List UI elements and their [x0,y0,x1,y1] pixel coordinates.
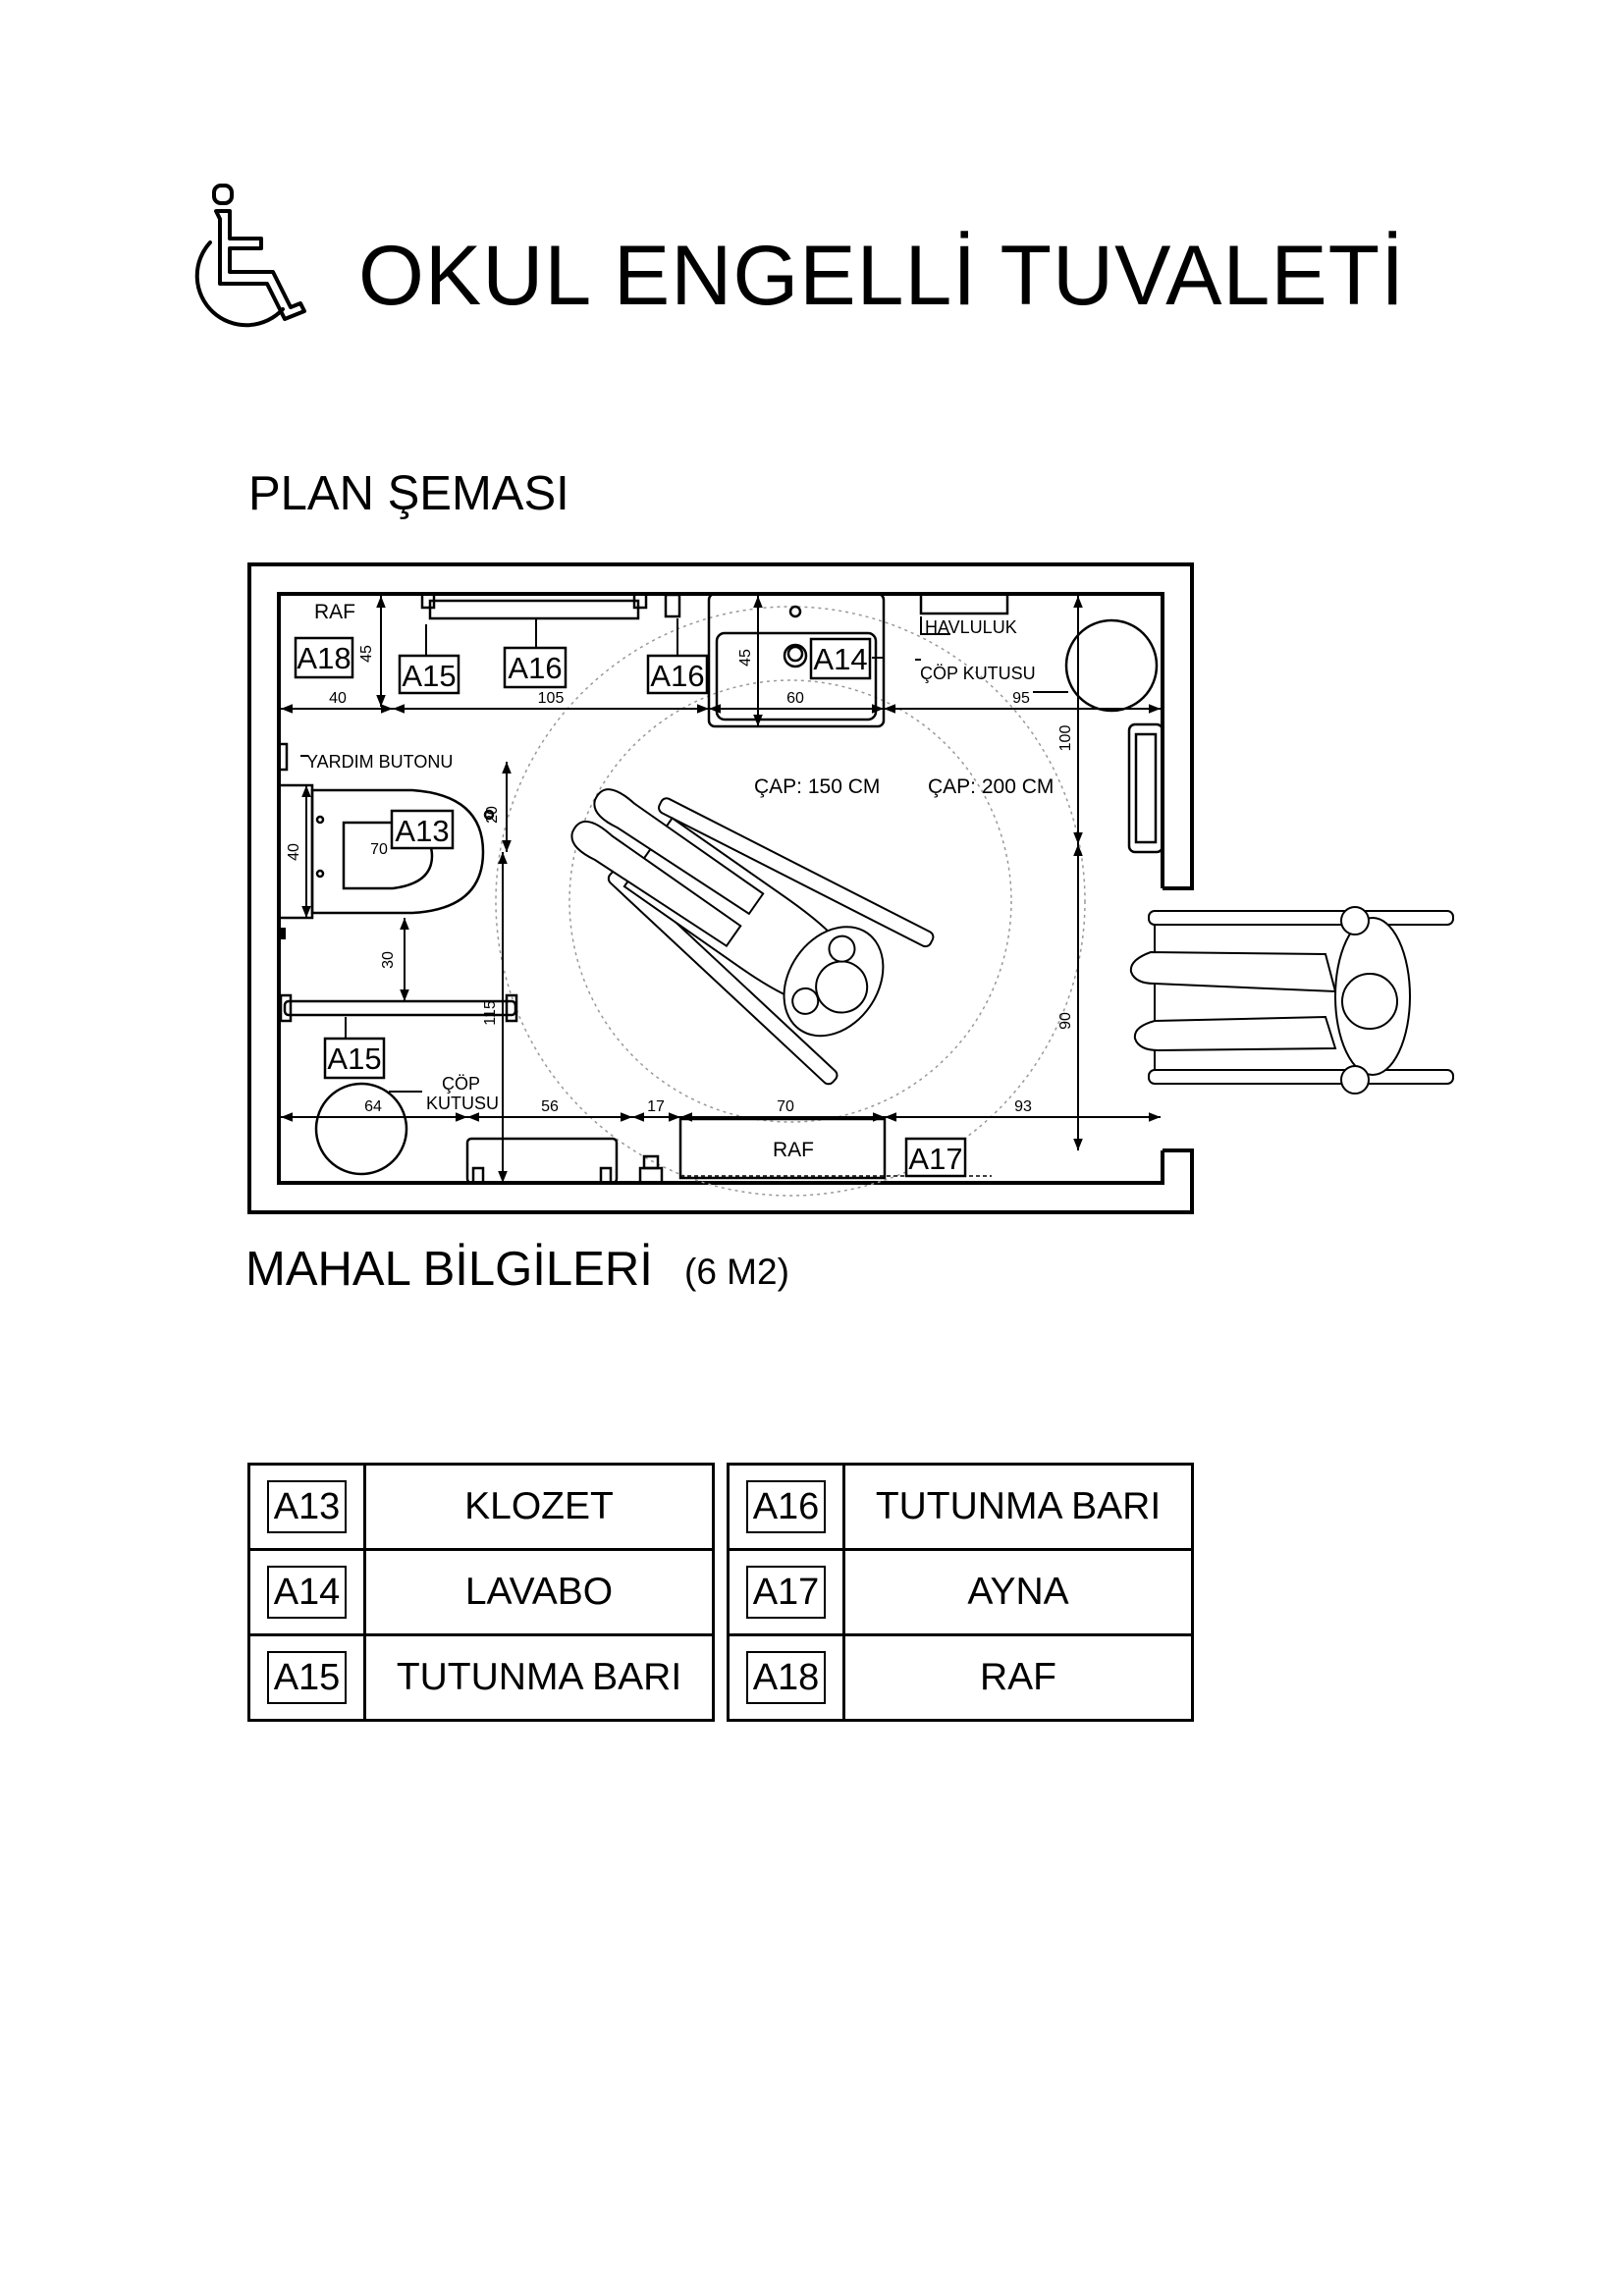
legend-name: TUTUNMA BARI [365,1635,714,1721]
dimension-label: 40 [329,690,347,707]
tag-a16-left: A16 [508,651,563,685]
tag-a14: A14 [813,642,868,676]
tag-a16-right: A16 [650,659,705,693]
dimension-label: 64 [364,1098,382,1115]
grab-bar-a15-left [285,1001,515,1015]
tag-a15-top: A15 [402,659,457,693]
label-cop-line1: ÇÖP [442,1074,481,1094]
legend-code: A14 [267,1566,348,1619]
tag-a17: A17 [908,1142,963,1176]
dimension-label: 17 [647,1098,665,1115]
label-cop-line2: KUTUSU [426,1094,500,1113]
legend-row [729,1550,1193,1635]
legend-code: A17 [746,1566,827,1619]
grab-bar-bottom [467,1139,617,1183]
dimension-label: 40 [286,843,302,861]
legend-name: LAVABO [365,1550,714,1635]
dimension-label: 90 [1057,1012,1074,1030]
label-cop-kutusu-top: ÇÖP KUTUSU [920,664,1036,683]
trash-bin-top [1066,620,1157,711]
legend-table-left [247,1463,715,1722]
dimension-label: 70 [777,1098,794,1115]
legend-code: A15 [267,1651,348,1704]
legend-row [729,1635,1193,1721]
legend-row [249,1465,714,1550]
dimension-label: 45 [358,645,375,663]
grab-bar-right [1129,724,1163,852]
tag-a18: A18 [297,641,352,675]
mahal-area: (6 M2) [684,1252,789,1292]
wheelchair-user-outside [1131,907,1453,1094]
dimension-label: 115 [482,1000,499,1026]
dimension-label: 20 [484,806,501,824]
legend-row [729,1465,1193,1550]
label-havluluk: HAVLULUK [925,617,1017,637]
tag-a13: A13 [395,814,450,848]
legend-name: TUTUNMA BARI [844,1465,1193,1550]
plan-heading: PLAN ŞEMASI [248,467,569,520]
label-raf-top: RAF [314,601,355,623]
dimension-label: 93 [1014,1098,1032,1115]
legend-code: A18 [746,1651,827,1704]
dimension-label: 30 [380,951,397,969]
legend-code: A13 [267,1480,348,1533]
grab-bar-a16-top [430,601,638,618]
legend-row [249,1550,714,1635]
tag-a15-left: A15 [327,1041,382,1076]
dimension-label: 100 [1057,724,1074,752]
dimension-label: 45 [737,649,754,667]
mahal-heading: MAHAL BİLGİLERİ [245,1243,653,1296]
page-title: OKUL ENGELLİ TUVALETİ [358,229,1406,323]
dimension-label: 60 [786,690,804,707]
label-raf-bottom: RAF [773,1139,814,1161]
towel-holder [921,594,1007,614]
legend-name: RAF [844,1635,1193,1721]
dimension-label: 105 [537,690,565,707]
toilet-bowl [312,790,483,913]
legend-table-right [727,1463,1194,1722]
legend-name: AYNA [844,1550,1193,1635]
trash-bin-bottom [316,1084,406,1174]
legend-name: KLOZET [365,1465,714,1550]
label-cap-200: ÇAP: 200 CM [928,775,1055,798]
dimension-label: 95 [1012,690,1030,707]
dimension-label: 70 [370,841,388,858]
label-cap-150: ÇAP: 150 CM [754,775,881,798]
legend-code: A16 [746,1480,827,1533]
dimension-label: 56 [541,1098,559,1115]
help-button [279,744,287,770]
legend-row [249,1635,714,1721]
label-yardim-butonu: YARDIM BUTONU [306,752,454,772]
